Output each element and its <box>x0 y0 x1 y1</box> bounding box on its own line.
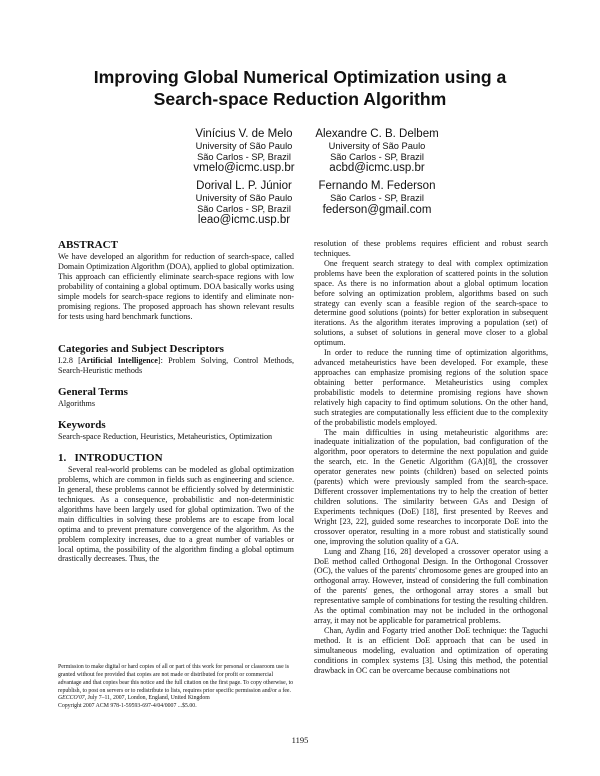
page-number: 1195 <box>291 735 309 745</box>
keywords-text: Search-space Reduction, Heuristics, Metaheuristics, Optimization <box>58 432 273 442</box>
general-terms-text: Algorithms <box>58 399 96 409</box>
keywords-heading: Keywords <box>58 419 106 432</box>
author-affiliation: University of São Paulo <box>328 141 426 151</box>
left-column <box>58 239 294 564</box>
paper-title <box>40 66 560 110</box>
author-name: Vinícius V. de Melo <box>195 128 293 140</box>
author-block-1 <box>169 128 319 174</box>
abstract-heading: ABSTRACT <box>58 239 118 251</box>
author-email: acbd@icmc.usp.br <box>329 162 425 174</box>
author-affiliation: University of São Paulo <box>195 193 293 203</box>
introduction-paragraph-1: Several real-world problems can be modeled as global optimization problems, which are common in fields such as engineering and science. In general, these problems cannot be efficiently solved by deterministic techniques. As a consequence, probabilistic and non-deterministic algorithms have been largely used for global optimization. Two of the main difficulties in solving these problems are to escape from local optima and to prevent premature convergence of the algorithm. As the problem complexity increases, due to a great number of variables or local optima, the possibility of the algorithm finding a global optimum drastically decreases. Thus, the <box>58 465 294 564</box>
categories-heading: Categories and Subject Descriptors <box>58 343 224 356</box>
categories-bold: Artificial Intelligence <box>80 356 158 366</box>
intro-paragraph-5: Lung and Zhang [16, 28] developed a crossover operator using a DoE method called Orthogonal Design. In the Orthogonal Crossover (OC), the values of the parents' chromosome genes are grouped into an orthogonal array. However, instead of considering the full combination of the parents' genes, the orthogonal array stores a small but representative sample of combinations for testing the resulting children. As the optimal combination may not be included in the orthogonal array, it may not be applicable for parametrical problems. <box>314 546 548 626</box>
general-terms-heading: General Terms <box>58 386 128 399</box>
author-location: São Carlos - SP, Brazil <box>197 151 291 162</box>
intro-paragraph-3: In order to reduce the running time of optimization algorithms, advanced metaheuristics have been developed. For example, these approaches can emphasize promising regions of the solution space obtaining better performance. Metaheuristics using complex probabilistic models to determine promising regions have shown relatively high capacity to find optimum solutions. On the other hand, such strategies are computationally less efficient due to the complexity of the probabilistic models employed. <box>314 348 548 427</box>
intro-paragraph-2: One frequent search strategy to deal with complex optimization problems have been the exploration of scattered points in the solution space. As there is no information about a global optimum location before solving an optimization problem, algorithms based on such strategy can evenly scan a feasible region of the search-space to determine good solutions (points) for better exploration in subsequent iterations. As the algorithm iterates improving a population (set) of solutions, a subset of solutions in general move closer to a global optimum. <box>314 258 548 348</box>
copyright-line: Copyright 2007 ACM 978-1-59593-697-4/04/0007 ...$5.00. <box>58 703 197 710</box>
permission-notice: Permission to make digital or hard copies of all or part of this work for personal or classroom use is granted without fee provided that copies are not made or distributed for profit or commercial advantage and that copies bear this notice and the full citation on the first page. To copy otherwise, to republish, to post on servers or to redistribute to lists, requires prior specific permission and/or a fee. <box>58 664 294 694</box>
author-email: vmelo@icmc.usp.br <box>193 162 295 174</box>
right-column <box>314 239 548 676</box>
abstract-text: We have developed an algorithm for reduction of search-space, called Domain Optimization Algorithm (DOA), applied to global optimization. This approach can efficiently eliminate search-space regions with low probability of containing a global optimum. DOA basically works using simple models for search-space regions to identify and eliminate non-promising regions. The proposed approach has shown relevant results for tests using hard benchmark functions. <box>58 252 294 321</box>
author-name: Fernando M. Federson <box>318 180 436 192</box>
author-location: São Carlos - SP, Brazil <box>330 193 424 203</box>
copyright-footnote <box>58 664 294 711</box>
title-line-1: Improving Global Numerical Optimization using a <box>93 67 507 87</box>
categories-text <box>58 356 294 376</box>
author-email: leao@icmc.usp.br <box>197 214 291 226</box>
categories-code: I.2.8 [ <box>58 356 81 366</box>
intro-continuation: resolution of these problems requires efficient and robust search techniques. <box>314 239 548 258</box>
intro-paragraph-4: The main difficulties in using metaheuristic algorithms are: inadequate initialization of the population, bad configuration of the algorithm, poor operators to determine the next population and guide the search, etc. In the Genetic Algorithm (GA)[8], the crossover operator generates new points (children) based on selected points (parents) which were previously sampled from the search-space. Different crossover implementations try to help the creation of better children solutions. The similarity between GAs and Design of Experiments techniques (DoE) [18], first presented by Reeves and Wright [23, 22], guided some researches to incorporate DoE into the crossover operator, resulting in a more robust and statistically sound one, improving the solution quality of a GA. <box>314 427 548 546</box>
venue-details: , July 7–11, 2007, London, England, United Kingdom <box>84 695 210 702</box>
author-block-4 <box>302 180 452 216</box>
author-location: São Carlos - SP, Brazil <box>197 203 291 214</box>
author-name: Dorival L. P. Júnior <box>196 180 292 192</box>
title-line-2: Search-space Reduction Algorithm <box>153 89 447 109</box>
intro-paragraph-6: Chan, Aydin and Fogarty tried another DoE technique: the Taguchi method. It is an efficient DoE approach that can be used in simultaneous modeling, evaluation and optimization of operating conditions in complex systems [3]. Using this method, the potential drawback in OC can be overcame because combinations not <box>314 625 548 675</box>
author-email: federson@gmail.com <box>322 203 432 216</box>
author-affiliation: University of São Paulo <box>195 141 293 151</box>
introduction-heading: 1. INTRODUCTION <box>58 452 163 465</box>
author-block-2 <box>302 128 452 174</box>
author-name: Alexandre C. B. Delbem <box>315 128 439 140</box>
author-block-3 <box>169 180 319 226</box>
author-location: São Carlos - SP, Brazil <box>330 151 424 162</box>
venue-name: GECCO'07 <box>58 695 85 702</box>
categories-rest: ]: Problem Solving, Control Methods, Search-Heuristic methods <box>58 356 295 376</box>
